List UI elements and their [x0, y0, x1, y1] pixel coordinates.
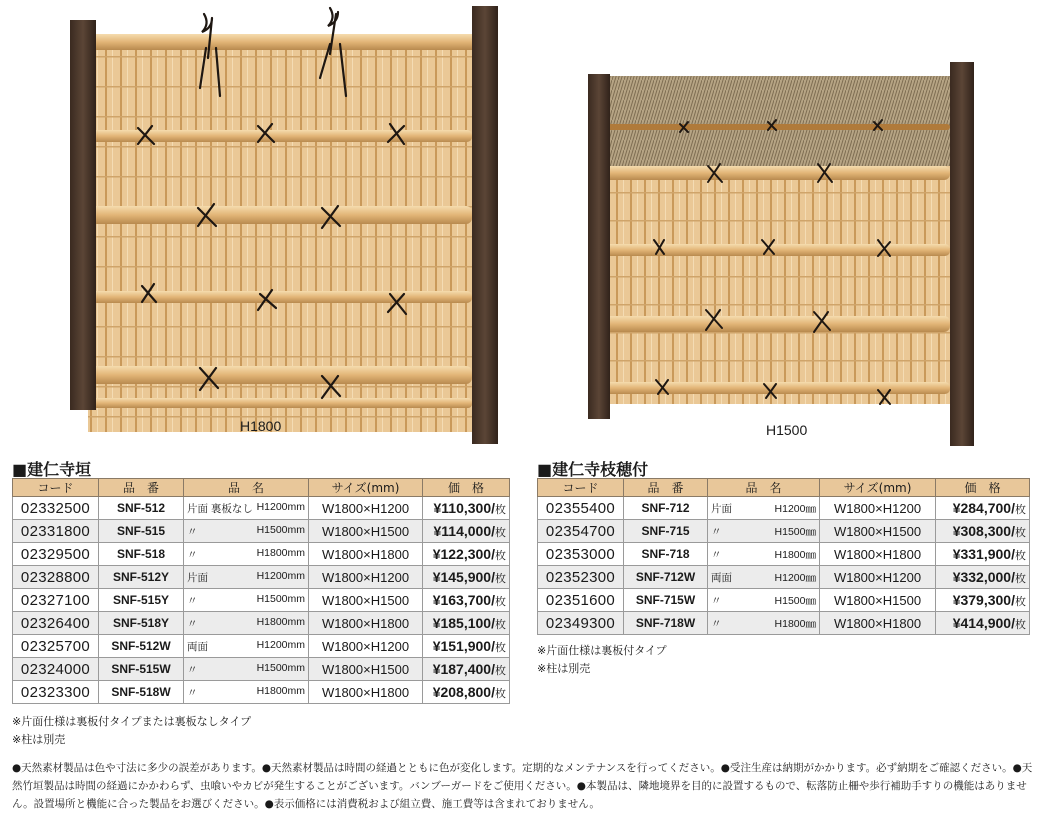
- left-section-title: ■建仁寺垣: [12, 460, 92, 479]
- column-header-code: コード: [13, 479, 99, 497]
- cell-size: W1800×H1500: [309, 589, 423, 612]
- cell-product-name: [708, 612, 820, 635]
- price-value: ¥414,900/: [952, 614, 1015, 631]
- cell-product-name: [184, 589, 309, 612]
- left-note-1: ※片面仕様は裏板付タイプまたは裏板なしタイプ: [12, 715, 252, 728]
- cell-size: W1800×H1500: [820, 520, 936, 543]
- table-header-row: [538, 479, 1030, 497]
- product-name-type: 両面: [187, 640, 208, 653]
- product-name-height: H1500㎜: [774, 525, 816, 538]
- cell-price: [936, 520, 1030, 543]
- table-header-row: [13, 479, 510, 497]
- table-row: [13, 612, 510, 635]
- cell-product-name: [708, 566, 820, 589]
- left-price-table: [12, 478, 510, 704]
- price-unit: 枚: [495, 526, 506, 539]
- table-row: [13, 497, 510, 520]
- product-name-height: H1800㎜: [774, 617, 816, 630]
- disclaimer-text: ●天然素材製品は色や寸法に多少の誤差があります。●天然素材製品は時間の経過とともに色が変化します。定期的なメンテナンスを行ってください。●受注生産は納期がかかります。必ず納期をご確認ください。●天然竹垣製品は時間の経過にかかわらず、虫喰いやカビが発生することがございます。バンブーガードをご使用ください。●本製品は、隣地境界を目的に設置するもので、転落防止柵や歩行補助手すりの機能はありません。設置場所と機能に合った製品をお選びください。●表示価格には消費税および組立費、施工費等は含まれておりません。: [12, 762, 1033, 810]
- product-name-type: 〃: [187, 686, 198, 699]
- left-image-caption: H1800: [240, 418, 282, 434]
- table-row: [538, 566, 1030, 589]
- column-header-code: コード: [538, 479, 624, 497]
- product-name-type: 〃: [187, 525, 198, 538]
- cell-code: 02324000: [13, 658, 99, 681]
- fence-photo-h1800: [60, 4, 510, 446]
- product-name-type: 〃: [187, 617, 198, 630]
- column-header-price: 価 格: [423, 479, 510, 497]
- cell-product-name: [708, 543, 820, 566]
- right-section-title: ■建仁寺枝穂付: [537, 460, 649, 479]
- cell-code: 02332500: [13, 497, 99, 520]
- fence-photo-h1500: [588, 60, 978, 448]
- cell-part-number: SNF-715: [624, 520, 708, 543]
- cell-part-number: SNF-718: [624, 543, 708, 566]
- price-value: ¥163,700/: [432, 591, 495, 608]
- cell-price: [936, 543, 1030, 566]
- product-name-type: 両面: [711, 571, 732, 584]
- price-value: ¥331,900/: [952, 545, 1015, 562]
- cell-part-number: SNF-512: [99, 497, 184, 520]
- price-unit: 枚: [495, 618, 506, 631]
- cell-product-name: [184, 566, 309, 589]
- table-row: [13, 520, 510, 543]
- product-name-type: 〃: [187, 548, 198, 561]
- cell-price: [423, 543, 510, 566]
- cell-size: W1800×H1200: [309, 635, 423, 658]
- cell-product-name: [708, 589, 820, 612]
- price-value: ¥122,300/: [432, 545, 495, 562]
- cell-size: W1800×H1500: [309, 520, 423, 543]
- cell-product-name: [184, 543, 309, 566]
- cell-part-number: SNF-712W: [624, 566, 708, 589]
- product-name-height: H1200㎜: [774, 571, 816, 584]
- table-row: [13, 681, 510, 704]
- right-note-1: ※片面仕様は裏板付タイプ: [537, 644, 667, 657]
- cell-product-name: [184, 658, 309, 681]
- cell-size: W1800×H1500: [309, 658, 423, 681]
- price-value: ¥379,300/: [952, 591, 1015, 608]
- product-name-height: H1500mm: [256, 592, 305, 605]
- price-unit: 枚: [495, 549, 506, 562]
- table-row: [538, 612, 1030, 635]
- price-unit: 枚: [1015, 503, 1026, 516]
- cell-price: [423, 658, 510, 681]
- column-header-size: サイズ(mm): [820, 479, 936, 497]
- product-name-type: 〃: [711, 525, 722, 538]
- cell-code: 02326400: [13, 612, 99, 635]
- product-name-height: H1200mm: [256, 569, 305, 582]
- cell-size: W1800×H1200: [309, 566, 423, 589]
- cell-code: 02329500: [13, 543, 99, 566]
- price-value: ¥145,900/: [432, 568, 495, 585]
- cell-product-name: [184, 681, 309, 704]
- cell-code: 02352300: [538, 566, 624, 589]
- cell-code: 02349300: [538, 612, 624, 635]
- cell-size: W1800×H1200: [820, 497, 936, 520]
- cell-product-name: [708, 520, 820, 543]
- cell-part-number: SNF-518W: [99, 681, 184, 704]
- cell-part-number: SNF-515W: [99, 658, 184, 681]
- product-name-height: H1500mm: [256, 661, 305, 674]
- cell-price: [423, 566, 510, 589]
- price-value: ¥332,000/: [952, 568, 1015, 585]
- table-row: [538, 497, 1030, 520]
- table-row: [538, 589, 1030, 612]
- cell-price: [423, 497, 510, 520]
- price-value: ¥208,800/: [432, 683, 495, 700]
- cell-size: W1800×H1800: [820, 612, 936, 635]
- column-header-part: 品 番: [624, 479, 708, 497]
- price-unit: 枚: [1015, 572, 1026, 585]
- price-unit: 枚: [1015, 549, 1026, 562]
- price-value: ¥284,700/: [952, 499, 1015, 516]
- product-name-height: H1500mm: [256, 523, 305, 536]
- cell-size: W1800×H1500: [820, 589, 936, 612]
- cell-product-name: [184, 520, 309, 543]
- price-unit: 枚: [495, 687, 506, 700]
- cell-code: 02355400: [538, 497, 624, 520]
- product-name-type: 片面: [187, 571, 208, 584]
- product-name-type: 片面: [711, 502, 732, 515]
- price-unit: 枚: [495, 641, 506, 654]
- price-unit: 枚: [495, 572, 506, 585]
- price-value: ¥185,100/: [432, 614, 495, 631]
- cell-price: [936, 566, 1030, 589]
- right-image-caption: H1500: [766, 422, 808, 438]
- price-unit: 枚: [1015, 595, 1026, 608]
- price-unit: 枚: [495, 664, 506, 677]
- price-unit: 枚: [495, 595, 506, 608]
- product-name-height: H1800mm: [256, 684, 305, 697]
- table-row: [13, 543, 510, 566]
- product-name-height: H1200mm: [256, 638, 305, 651]
- price-value: ¥187,400/: [432, 660, 495, 677]
- cell-price: [936, 497, 1030, 520]
- cell-price: [423, 520, 510, 543]
- cell-part-number: SNF-515: [99, 520, 184, 543]
- cell-price: [423, 635, 510, 658]
- cell-part-number: SNF-718W: [624, 612, 708, 635]
- left-note-2: ※柱は別売: [12, 733, 66, 746]
- cell-part-number: SNF-712: [624, 497, 708, 520]
- right-price-table: [537, 478, 1030, 635]
- cell-price: [423, 612, 510, 635]
- product-name-type: 〃: [711, 594, 722, 607]
- cell-part-number: SNF-512W: [99, 635, 184, 658]
- product-name-height: H1500㎜: [774, 594, 816, 607]
- table-row: [13, 589, 510, 612]
- product-name-type: 〃: [187, 594, 198, 607]
- product-name-type: 〃: [711, 548, 722, 561]
- cell-code: 02354700: [538, 520, 624, 543]
- cell-product-name: [184, 497, 309, 520]
- product-name-height: H1800㎜: [774, 548, 816, 561]
- cell-size: W1800×H1800: [309, 543, 423, 566]
- cell-part-number: SNF-512Y: [99, 566, 184, 589]
- cell-size: W1800×H1800: [820, 543, 936, 566]
- cell-code: 02325700: [13, 635, 99, 658]
- product-name-height: H1200mm: [256, 500, 305, 513]
- table-row: [538, 520, 1030, 543]
- cell-size: W1800×H1200: [309, 497, 423, 520]
- column-header-size: サイズ(mm): [309, 479, 423, 497]
- column-header-part: 品 番: [99, 479, 184, 497]
- product-name-type: 〃: [711, 617, 722, 630]
- product-name-height: H1800mm: [256, 615, 305, 628]
- cell-size: W1800×H1800: [309, 681, 423, 704]
- cell-code: 02353000: [538, 543, 624, 566]
- cell-product-name: [184, 612, 309, 635]
- cell-code: 02328800: [13, 566, 99, 589]
- price-value: ¥114,000/: [433, 522, 495, 539]
- price-value: ¥110,300/: [433, 499, 495, 516]
- table-row: [13, 658, 510, 681]
- product-name-height: H1200㎜: [774, 502, 816, 515]
- cell-code: 02351600: [538, 589, 624, 612]
- cell-part-number: SNF-715W: [624, 589, 708, 612]
- price-value: ¥151,900/: [432, 637, 495, 654]
- cell-size: W1800×H1800: [309, 612, 423, 635]
- cell-price: [423, 681, 510, 704]
- product-name-height: H1800mm: [256, 546, 305, 559]
- cell-price: [423, 589, 510, 612]
- cell-part-number: SNF-515Y: [99, 589, 184, 612]
- column-header-price: 価 格: [936, 479, 1030, 497]
- cell-product-name: [708, 497, 820, 520]
- price-unit: 枚: [1015, 618, 1026, 631]
- cell-size: W1800×H1200: [820, 566, 936, 589]
- cell-part-number: SNF-518Y: [99, 612, 184, 635]
- right-note-2: ※柱は別売: [537, 662, 591, 675]
- cell-product-name: [184, 635, 309, 658]
- cell-code: 02323300: [13, 681, 99, 704]
- cell-code: 02331800: [13, 520, 99, 543]
- table-row: [13, 635, 510, 658]
- table-row: [13, 566, 510, 589]
- cell-price: [936, 589, 1030, 612]
- column-header-name: 品 名: [184, 479, 309, 497]
- cell-price: [936, 612, 1030, 635]
- table-row: [538, 543, 1030, 566]
- cell-part-number: SNF-518: [99, 543, 184, 566]
- price-value: ¥308,300/: [952, 522, 1015, 539]
- product-name-type: 片面 裏板なし: [187, 502, 253, 515]
- cell-code: 02327100: [13, 589, 99, 612]
- column-header-name: 品 名: [708, 479, 820, 497]
- product-name-type: 〃: [187, 663, 198, 676]
- price-unit: 枚: [1015, 526, 1026, 539]
- price-unit: 枚: [495, 503, 506, 516]
